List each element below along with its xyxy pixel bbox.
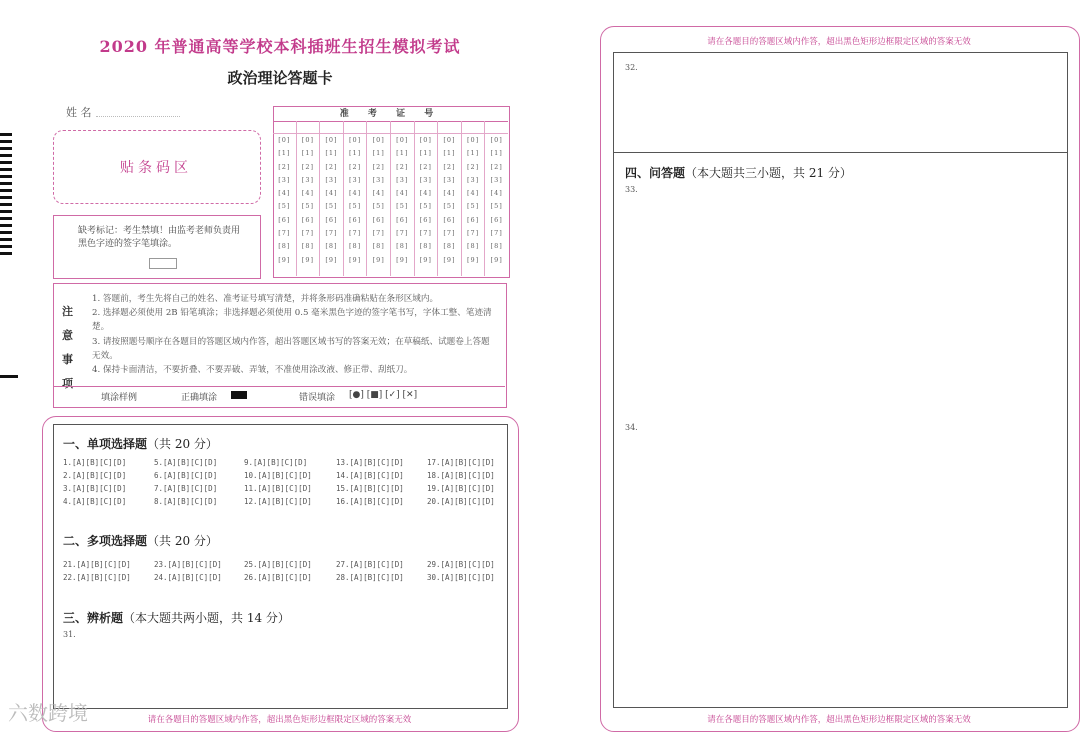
ticket-digit-input[interactable] (415, 121, 438, 134)
ticket-digit-bubble[interactable]: [5] (419, 202, 432, 211)
ticket-column (415, 121, 439, 276)
choice-question[interactable]: 11.[A][B][C][D] (244, 484, 312, 493)
answer-area-right (613, 52, 1068, 708)
ticket-digit-bubble[interactable]: [6] (443, 215, 456, 224)
ticket-digit-bubble[interactable]: [2] (278, 162, 291, 171)
ticket-digit-bubble[interactable]: [5] (301, 202, 314, 211)
ticket-digit-bubble[interactable]: [7] (348, 229, 362, 238)
barcode-label: 贴条码区 (120, 160, 192, 176)
ticket-digit-bubble[interactable]: [1] (278, 149, 291, 158)
ticket-digit-bubble[interactable]: [4] (301, 189, 314, 198)
ticket-digit-bubble[interactable]: [0] (348, 136, 362, 144)
notes-list (92, 292, 497, 377)
ticket-digit-bubble[interactable]: [7] (396, 229, 409, 238)
choice-question[interactable]: 7.[A][B][C][D] (154, 484, 218, 493)
ticket-digit-bubble[interactable]: [9] (278, 255, 291, 264)
ticket-digit-bubble[interactable]: [6] (419, 215, 432, 224)
watermark: 六数跨境 (8, 701, 88, 725)
choice-question[interactable]: 4.[A][B][C][D] (63, 497, 127, 506)
ticket-digit-bubble[interactable]: [0] (372, 136, 385, 144)
ticket-digit-bubble[interactable]: [0] (443, 136, 456, 144)
ticket-digit-bubble[interactable]: [3] (301, 175, 314, 184)
choice-question[interactable]: 8.[A][B][C][D] (154, 497, 218, 506)
ticket-digit-bubble[interactable]: [1] (490, 149, 503, 158)
ticket-digit-bubble[interactable]: [3] (466, 175, 480, 184)
choice-question[interactable]: 23.[A][B][C][D] (154, 560, 222, 569)
choice-question[interactable]: 2.[A][B][C][D] (63, 471, 127, 480)
section3-title-text: 三、辨析题 (63, 611, 124, 625)
ticket-digit-input[interactable] (344, 121, 367, 134)
choice-question[interactable]: 13.[A][B][C][D] (336, 458, 404, 467)
ticket-digit-bubble[interactable]: [8] (372, 242, 385, 251)
notes-heading-char: 事 (62, 353, 73, 366)
ticket-column (273, 121, 297, 276)
header-note-right: 请在各题目的答题区域内作答，超出黑色矩形边框限定区域的答案无效 (707, 37, 971, 47)
ticket-digit-bubble[interactable]: [8] (348, 242, 362, 251)
ticket-digit-bubble[interactable]: [6] (325, 215, 338, 224)
choice-question[interactable]: 21.[A][B][C][D] (63, 560, 131, 569)
ticket-digit-input[interactable] (438, 121, 461, 134)
ticket-digit-bubble[interactable]: [2] (301, 162, 314, 171)
choice-question[interactable]: 22.[A][B][C][D] (63, 573, 131, 582)
section1-grid (63, 456, 503, 512)
ticket-digit-bubble[interactable]: [5] (396, 202, 409, 211)
section3-title (63, 609, 290, 626)
ticket-digit-bubble[interactable]: [8] (278, 242, 291, 251)
ticket-digit-bubble[interactable]: [5] (466, 202, 480, 211)
ticket-digit-bubble[interactable]: [2] (396, 162, 409, 171)
ticket-digit-bubble[interactable]: [0] (278, 136, 291, 144)
ticket-digit-input[interactable] (485, 121, 508, 134)
ticket-digit-bubble[interactable]: [8] (443, 242, 456, 251)
ticket-digit-bubble[interactable]: [3] (443, 175, 456, 184)
ticket-digit-bubble[interactable]: [5] (348, 202, 362, 211)
ticket-column (462, 121, 486, 276)
ticket-digit-bubble[interactable]: [0] (325, 136, 338, 144)
ticket-digit-bubble[interactable]: [1] (325, 149, 338, 158)
ticket-digit-bubble[interactable]: [1] (372, 149, 385, 158)
fill-example-label: 填涂样例 (101, 393, 138, 403)
ticket-digit-bubble[interactable]: [6] (490, 215, 503, 224)
ticket-digit-bubble[interactable]: [2] (490, 162, 503, 171)
ticket-digit-bubble[interactable]: [7] (419, 229, 432, 238)
ticket-digit-bubble[interactable]: [6] (348, 215, 362, 224)
correct-fill-sample (231, 391, 247, 399)
ticket-digit-bubble[interactable]: [4] (278, 189, 291, 198)
ticket-digit-bubble[interactable]: [5] (372, 202, 385, 211)
ticket-digit-bubble[interactable]: [5] (443, 202, 456, 211)
ticket-digit-bubble[interactable]: [4] (396, 189, 409, 198)
choice-question[interactable]: 26.[A][B][C][D] (244, 573, 312, 582)
ticket-digit-bubble[interactable]: [0] (419, 136, 432, 144)
ticket-digit-bubble[interactable]: [1] (301, 149, 314, 158)
notes-heading-char: 意 (62, 329, 73, 342)
ticket-digit-bubble[interactable]: [7] (278, 229, 291, 238)
ticket-digit-bubble[interactable]: [6] (396, 215, 409, 224)
absent-note: 缺考标记：考生禁填！由监考老师负责用黑色字迹的签字笔填涂。 (78, 226, 241, 249)
choice-question[interactable]: 9.[A][B][C][D] (244, 458, 308, 467)
choice-question[interactable]: 18.[A][B][C][D] (427, 471, 495, 480)
choice-question[interactable]: 14.[A][B][C][D] (336, 471, 404, 480)
fill-example-row (53, 386, 505, 407)
ticket-digit-bubble[interactable]: [7] (490, 229, 503, 238)
exam-title: 2020 年普通高等学校本科插班生招生模拟考试 (99, 37, 461, 56)
notes-heading (62, 300, 76, 396)
wrong-fill-samples: [●] [■] [✓] [✕] (349, 390, 418, 400)
absent-mark-bubble[interactable] (149, 258, 177, 269)
ticket-digit-bubble[interactable]: [8] (490, 242, 503, 251)
section3-points: （本大题共两小题，共 14 分） (123, 611, 290, 625)
ticket-digit-bubble[interactable]: [4] (466, 189, 480, 198)
ticket-digit-bubble[interactable]: [1] (466, 149, 480, 158)
notes-heading-char: 注 (62, 305, 73, 318)
ticket-digit-bubble[interactable]: [4] (372, 189, 385, 198)
choice-question[interactable]: 16.[A][B][C][D] (336, 497, 404, 506)
choice-question[interactable]: 3.[A][B][C][D] (63, 484, 127, 493)
ticket-digit-bubble[interactable]: [9] (396, 255, 409, 264)
choice-question[interactable]: 30.[A][B][C][D] (427, 573, 495, 582)
choice-question[interactable]: 6.[A][B][C][D] (154, 471, 218, 480)
ticket-digit-bubble[interactable]: [9] (301, 255, 314, 264)
question-34-label: 34. (625, 423, 638, 432)
ticket-digit-input[interactable] (273, 121, 296, 134)
notes-item: 1. 答题前，考生先将自己的姓名、准考证号填写清楚，并将条形码准确粘贴在条形区域内。 (92, 294, 439, 304)
ticket-digit-bubble[interactable]: [5] (490, 202, 503, 211)
ticket-digit-bubble[interactable]: [4] (490, 189, 503, 198)
ticket-digit-bubble[interactable]: [6] (301, 215, 314, 224)
ticket-digit-bubble[interactable]: [3] (372, 175, 385, 184)
ticket-digit-bubble[interactable]: [9] (325, 255, 338, 264)
section4-title (625, 164, 852, 181)
section1-title-text: 一、单项选择题 (63, 437, 148, 451)
ticket-title: 准 考 证 号 (273, 107, 508, 122)
notes-item: 4. 保持卡面清洁，不要折叠、不要弄破、弄皱，不准使用涂改液、修正带、刮纸刀。 (92, 365, 413, 376)
ticket-digit-bubble[interactable]: [2] (325, 162, 338, 171)
ticket-digit-bubble[interactable]: [9] (348, 255, 362, 264)
choice-question[interactable]: 15.[A][B][C][D] (336, 484, 404, 493)
ticket-digit-bubble[interactable]: [7] (301, 229, 314, 238)
ticket-digit-bubble[interactable]: [6] (278, 215, 291, 224)
section4-title-text: 四、问答题 (625, 166, 686, 180)
ticket-digit-bubble[interactable]: [3] (278, 175, 291, 184)
card-title: 政治理论答题卡 (227, 69, 333, 87)
ticket-digit-bubble[interactable]: [4] (443, 189, 456, 198)
ticket-column (344, 121, 368, 276)
choice-question[interactable]: 17.[A][B][C][D] (427, 458, 495, 467)
ticket-digit-bubble[interactable]: [5] (325, 202, 338, 211)
choice-question[interactable]: 1.[A][B][C][D] (63, 458, 127, 467)
ticket-digit-bubble[interactable]: [8] (325, 242, 338, 251)
ticket-digit-bubble[interactable]: [1] (348, 149, 362, 158)
choice-question[interactable]: 5.[A][B][C][D] (154, 458, 218, 467)
ticket-digit-bubble[interactable]: [0] (301, 136, 314, 144)
ticket-digit-bubble[interactable]: [9] (372, 255, 385, 264)
footer-note-left: 请在各题目的答题区域内作答，超出黑色矩形边框限定区域的答案无效 (147, 715, 412, 725)
choice-question[interactable]: 10.[A][B][C][D] (244, 471, 312, 480)
divider (613, 152, 1067, 153)
ticket-digit-bubble[interactable]: [9] (466, 255, 480, 264)
section4-points: （本大题共三小题，共 21 分） (685, 166, 852, 180)
section2-grid (63, 558, 503, 588)
footer-note-right: 请在各题目的答题区域内作答，超出黑色矩形边框限定区域的答案无效 (707, 715, 971, 725)
ticket-digit-bubble[interactable]: [2] (419, 162, 432, 171)
ticket-digit-bubble[interactable]: [2] (466, 162, 480, 171)
section2-points: （共 20 分） (147, 534, 218, 548)
choice-question[interactable]: 29.[A][B][C][D] (427, 560, 495, 569)
notes-item: 3. 请按照题号顺序在各题目的答题区域内作答，超出答题区域书写的答案无效；在草稿纸、试题卷上答题无效。 (92, 336, 490, 361)
ticket-digit-input[interactable] (320, 121, 343, 134)
ticket-digit-bubble[interactable]: [3] (325, 175, 338, 184)
choice-question[interactable]: 24.[A][B][C][D] (154, 573, 222, 582)
ticket-digit-input[interactable] (391, 121, 414, 134)
ticket-digit-input[interactable] (367, 121, 390, 134)
ticket-digit-bubble[interactable]: [0] (466, 136, 480, 144)
ticket-digit-bubble[interactable]: [3] (348, 175, 362, 184)
ticket-digit-bubble[interactable]: [6] (466, 215, 480, 224)
section2-title-text: 二、多项选择题 (63, 534, 148, 548)
question-33-label: 33. (625, 185, 638, 194)
ticket-digit-bubble[interactable]: [8] (419, 242, 432, 251)
ticket-digit-bubble[interactable]: [0] (490, 136, 503, 144)
choice-question[interactable]: 28.[A][B][C][D] (336, 573, 404, 582)
question-32-label: 32. (625, 63, 638, 72)
ticket-digit-bubble[interactable]: [9] (419, 255, 432, 264)
ticket-column (297, 121, 321, 276)
ticket-column (485, 121, 508, 276)
ticket-digit-bubble[interactable]: [7] (325, 229, 338, 238)
choice-question[interactable]: 27.[A][B][C][D] (336, 560, 404, 569)
ticket-digit-bubble[interactable]: [6] (372, 215, 385, 224)
ticket-columns (273, 121, 508, 276)
ticket-digit-bubble[interactable]: [3] (419, 175, 432, 184)
name-field[interactable] (96, 116, 180, 117)
ticket-digit-bubble[interactable]: [4] (325, 189, 338, 198)
ticket-digit-bubble[interactable]: [1] (396, 149, 409, 158)
ticket-digit-bubble[interactable]: [3] (490, 175, 503, 184)
ticket-column (320, 121, 344, 276)
ticket-digit-input[interactable] (297, 121, 320, 134)
ticket-digit-bubble[interactable]: [4] (419, 189, 432, 198)
choice-question[interactable]: 25.[A][B][C][D] (244, 560, 312, 569)
notes-heading-char: 项 (62, 377, 73, 390)
ticket-digit-bubble[interactable]: [7] (372, 229, 385, 238)
question-31-label: 31. (63, 630, 76, 639)
section1-title (63, 435, 218, 452)
name-label: 姓 名 (66, 106, 92, 119)
ticket-digit-bubble[interactable]: [9] (490, 255, 503, 264)
ticket-digit-bubble[interactable]: [0] (396, 136, 409, 144)
ticket-digit-bubble[interactable]: [4] (348, 189, 362, 198)
ticket-digit-input[interactable] (462, 121, 485, 134)
ticket-digit-bubble[interactable]: [5] (278, 202, 291, 211)
ticket-digit-bubble[interactable]: [7] (443, 229, 456, 238)
ticket-column (367, 121, 391, 276)
ticket-digit-bubble[interactable]: [8] (466, 242, 480, 251)
section1-points: （共 20 分） (147, 437, 218, 451)
choice-question[interactable]: 20.[A][B][C][D] (427, 497, 495, 506)
notes-item: 2. 选择题必须使用 2B 铅笔填涂；非选择题必须使用 0.5 毫米黑色字迹的签字笔书写，字体工整、笔迹清楚。 (92, 308, 492, 333)
ticket-digit-bubble[interactable]: [7] (466, 229, 480, 238)
ticket-digit-bubble[interactable]: [9] (443, 255, 456, 264)
ticket-digit-bubble[interactable]: [2] (372, 162, 385, 171)
ticket-column (391, 121, 415, 276)
choice-question[interactable]: 19.[A][B][C][D] (427, 484, 495, 493)
correct-fill-label: 正确填涂 (181, 393, 218, 403)
ticket-digit-bubble[interactable]: [8] (301, 242, 314, 251)
choice-question[interactable]: 12.[A][B][C][D] (244, 497, 312, 506)
ticket-digit-bubble[interactable]: [3] (396, 175, 409, 184)
ticket-digit-bubble[interactable]: [8] (396, 242, 409, 251)
ticket-column (438, 121, 462, 276)
wrong-fill-label: 错误填涂 (299, 393, 336, 403)
ticket-digit-bubble[interactable]: [2] (348, 162, 362, 171)
ticket-digit-bubble[interactable]: [1] (443, 149, 456, 158)
ticket-digit-bubble[interactable]: [1] (419, 149, 432, 158)
section2-title (63, 532, 218, 549)
ticket-digit-bubble[interactable]: [2] (443, 162, 456, 171)
